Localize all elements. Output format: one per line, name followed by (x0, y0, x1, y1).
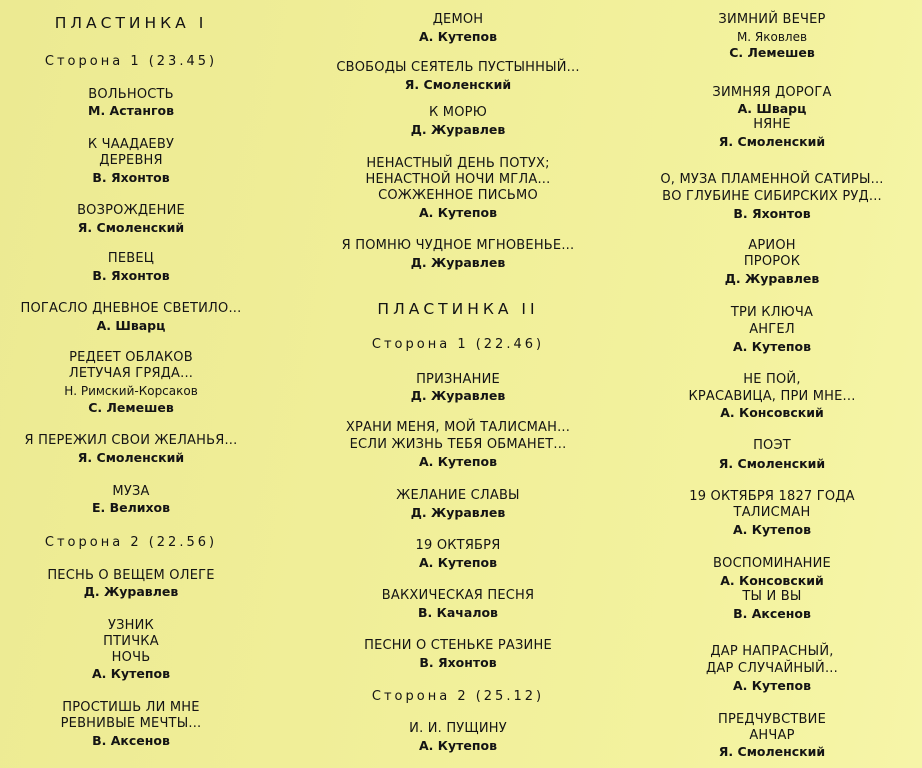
track-title: ПТИЧКА (103, 634, 159, 649)
track-title: ПОЭТ (753, 438, 791, 453)
track-title: СВОБОДЫ СЕЯТЕЛЬ ПУСТЫННЫЙ... (336, 60, 580, 75)
track-title: ХРАНИ МЕНЯ, МОЙ ТАЛИСМАН... (345, 420, 571, 435)
track-title: ПЕВЕЦ (107, 251, 155, 266)
track-title: ДАР НАПРАСНЫЙ, (710, 644, 834, 659)
performer-name: А. Кутепов (419, 454, 497, 469)
track-title: ДЕМОН (432, 12, 484, 27)
performer-name: Д. Журавлев (410, 388, 506, 403)
performer-name: В. Яхонтов (92, 170, 170, 185)
performer-name: Д. Журавлев (410, 505, 506, 520)
track-title: АНГЕЛ (749, 322, 795, 337)
track-title: ТАЛИСМАН (733, 505, 811, 520)
performer-name: Д. Журавлев (83, 584, 179, 599)
track-title: И. И. ПУЩИНУ (409, 721, 507, 736)
track-title: ВОСПОМИНАНИЕ (713, 556, 831, 571)
track-title: НЕ ПОЙ, (743, 372, 801, 387)
performer-name: В. Яхонтов (419, 655, 497, 670)
track-title: ЛЕТУЧАЯ ГРЯДА... (68, 366, 194, 381)
track-title: ВОЛЬНОСТЬ (88, 87, 174, 102)
track-title: УЗНИК (108, 618, 154, 633)
performer-name: А. Кутепов (419, 205, 497, 220)
composer-name: М. Яковлев (736, 30, 808, 44)
track-title: О, МУЗА ПЛАМЕННОЙ САТИРЫ... (660, 172, 884, 187)
track-title: Я ПЕРЕЖИЛ СВОИ ЖЕЛАНЬЯ... (24, 433, 238, 448)
performer-name: Я. Смоленский (404, 77, 512, 92)
track-title: АРИОН (748, 238, 796, 253)
track-title: ЖЕЛАНИЕ СЛАВЫ (396, 488, 520, 503)
track-title: ПРОСТИШЬ ЛИ МНЕ (62, 700, 200, 715)
track-title: К ЧААДАЕВУ (87, 137, 175, 152)
performer-name: А. Консовский (720, 405, 824, 420)
performer-name: А. Кутепов (419, 738, 497, 753)
track-title: Я ПОМНЮ ЧУДНОЕ МГНОВЕНЬЕ... (341, 238, 575, 253)
performer-name: В. Аксенов (733, 606, 811, 621)
performer-name: С. Лемешев (88, 400, 174, 415)
track-title: НЕНАСТНОЙ НОЧИ МГЛА... (365, 172, 551, 187)
performer-name: Я. Смоленский (77, 220, 185, 235)
performer-name: Д. Журавлев (410, 122, 506, 137)
track-title: 19 ОКТЯБРЯ 1827 ГОДА (689, 489, 855, 504)
side-heading: Сторона 1 (23.45) (44, 54, 218, 69)
performer-name: Д. Журавлев (410, 255, 506, 270)
performer-name: В. Яхонтов (92, 268, 170, 283)
performer-name: Д. Журавлев (724, 271, 820, 286)
performer-name: В. Качалов (418, 605, 498, 620)
track-title: ПРИЗНАНИЕ (416, 372, 500, 387)
track-title: ЗИМНЯЯ ДОРОГА (712, 85, 832, 100)
track-title: ПРОРОК (743, 254, 801, 269)
side-heading: Сторона 1 (22.46) (371, 337, 545, 352)
performer-name: Я. Смоленский (718, 744, 826, 759)
side-heading: Сторона 2 (25.12) (371, 689, 545, 704)
performer-name: А. Кутепов (733, 339, 811, 354)
performer-name: Я. Смоленский (77, 450, 185, 465)
record-heading: ПЛАСТИНКА II (377, 300, 539, 318)
performer-name: А. Шварц (737, 101, 807, 116)
performer-name: А. Консовский (720, 573, 824, 588)
track-title: ЗИМНИЙ ВЕЧЕР (718, 12, 826, 27)
track-title: СОЖЖЕННОЕ ПИСЬМО (378, 188, 538, 203)
record-heading: ПЛАСТИНКА I (54, 14, 208, 32)
track-title: ПЕСНИ О СТЕНЬКЕ РАЗИНЕ (364, 638, 552, 653)
track-title: ТРИ КЛЮЧА (730, 305, 814, 320)
track-title: ВАКХИЧЕСКАЯ ПЕСНЯ (381, 588, 535, 603)
track-title: НЕНАСТНЫЙ ДЕНЬ ПОТУХ; (366, 156, 550, 171)
performer-name: С. Лемешев (729, 45, 815, 60)
track-title: ВО ГЛУБИНЕ СИБИРСКИХ РУД... (662, 189, 882, 204)
performer-name: А. Кутепов (733, 522, 811, 537)
performer-name: М. Астангов (88, 103, 174, 118)
track-title: НЯНЕ (753, 117, 791, 132)
performer-name: А. Кутепов (92, 666, 170, 681)
track-title: К МОРЮ (429, 105, 487, 120)
performer-name: А. Кутепов (419, 555, 497, 570)
performer-name: А. Шварц (96, 318, 166, 333)
column-left (0, 0, 262, 768)
column-middle (305, 0, 611, 768)
track-title: ТЫ И ВЫ (742, 589, 802, 604)
track-title: ЕСЛИ ЖИЗНЬ ТЕБЯ ОБМАНЕТ... (349, 437, 567, 452)
track-title: МУЗА (112, 484, 150, 499)
performer-name: А. Кутепов (419, 29, 497, 44)
track-title: РЕВНИВЫЕ МЕЧТЫ... (60, 716, 202, 731)
track-title: ВОЗРОЖДЕНИЕ (77, 203, 185, 218)
track-title: ПЕСНЬ О ВЕЩЕМ ОЛЕГЕ (47, 568, 215, 583)
performer-name: В. Аксенов (92, 733, 170, 748)
track-title: АНЧАР (749, 728, 795, 743)
side-heading: Сторона 2 (22.56) (44, 535, 218, 550)
performer-name: А. Кутепов (733, 678, 811, 693)
track-title: ПРЕДЧУВСТВИЕ (717, 712, 826, 727)
track-title: ДАР СЛУЧАЙНЫЙ... (706, 661, 838, 676)
track-title: ДЕРЕВНЯ (99, 153, 163, 168)
performer-name: Е. Велихов (91, 500, 171, 515)
column-right (622, 0, 922, 768)
performer-name: Я. Смоленский (718, 134, 826, 149)
track-title: НОЧЬ (111, 650, 151, 665)
track-title: КРАСАВИЦА, ПРИ МНЕ... (688, 389, 856, 404)
performer-name: В. Яхонтов (733, 206, 811, 221)
track-title: 19 ОКТЯБРЯ (415, 538, 501, 553)
performer-name: Я. Смоленский (718, 456, 826, 471)
track-title: РЕДЕЕТ ОБЛАКОВ (69, 350, 193, 365)
composer-name: Н. Римский-Корсаков (64, 384, 198, 398)
track-title: ПОГАСЛО ДНЕВНОЕ СВЕТИЛО... (20, 301, 242, 316)
